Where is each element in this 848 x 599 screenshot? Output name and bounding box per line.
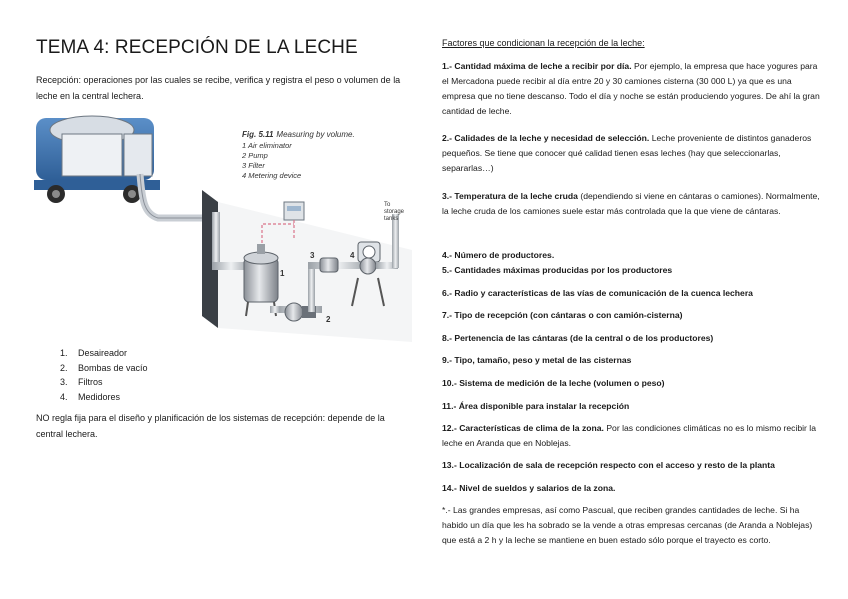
factor-text: Por ejemplo, la empresa que hace yogures para el Mercadona puede recibir al día entre 20 y 30 camiones cisterna (30 000 L) ya que es una empresa que no tiene descanso. Todo el día y noche se están produciendo yogures. De ahí la gran cantidad de leche. (442, 61, 820, 116)
factor-6 (442, 286, 820, 301)
svg-text:Fig. 5.11Measuring by volume. (242, 130, 355, 139)
factor-9 (442, 353, 820, 368)
filter (320, 258, 338, 272)
figure-caption-item: 4 Metering device (242, 171, 302, 180)
list-item: 3. Filtros (70, 375, 148, 390)
factor-heading: 2.- Calidades de la leche y necesidad de selección. (442, 133, 650, 143)
factor-10 (442, 376, 820, 391)
factor-text: Por las condiciones climáticas no es lo mismo recibir la leche en Aranda que en Noblejas. (442, 423, 816, 448)
factor-14 (442, 481, 820, 496)
list-item: 4. Medidores (70, 390, 148, 405)
intro-paragraph: Recepción: operaciones por las cuales se recibe, verifica y registra el peso o volumen de la leche en la central lechera. (36, 75, 401, 101)
factor-2 (442, 131, 820, 176)
factor-note (442, 503, 820, 548)
factor-heading: 11.- Área disponible para instalar la recepción (442, 401, 630, 411)
factor-heading: 8.- Pertenencia de las cántaras (de la central o de los productores) (442, 333, 714, 343)
design-note: NO regla fija para el diseño y planificación de los sistemas de recepción: depende de la central lechera. (36, 413, 385, 439)
figure-caption-subtitle: Measuring by volume. (276, 130, 355, 139)
factor-12 (442, 421, 820, 451)
factor-heading: 3.- Temperatura de la leche cruda (442, 191, 578, 201)
factor-text: *.- Las grandes empresas, así como Pascual, que reciben grandes cantidades de leche. Si ha habido un día que les ha sobrado se la vende a otras empresas cercanas (de Aranda a Noblejas) que está a 2 h y la leche se mantiene en buen estado sólo porque el trayecto es corto. (442, 505, 813, 545)
figure-caption-item: 3 Filter (242, 161, 265, 170)
factor-11 (442, 399, 820, 414)
factor-13 (442, 458, 820, 473)
callout-number: 4 (350, 251, 355, 260)
factor-3 (442, 189, 820, 219)
storage-label: tanks (384, 216, 399, 222)
factor-1 (442, 59, 820, 119)
factor-heading: 10.- Sistema de medición de la leche (volumen o peso) (442, 378, 665, 388)
list-item: 2. Bombas de vacío (70, 361, 148, 376)
page-title: TEMA 4: RECEPCIÓN DE LA LECHE (36, 37, 358, 58)
callout-number: 1 (280, 269, 285, 278)
factor-heading: 4.- Número de productores. (442, 250, 555, 260)
factor-heading: 6.- Radio y características de las vías de comunicación de la cuenca lechera (442, 288, 753, 298)
callout-number: 3 (310, 251, 315, 260)
factor-7 (442, 308, 820, 323)
factor-heading: 7.- Tipo de recepción (con cántaras o con camión-cisterna) (442, 310, 683, 320)
factor-text: Leche proveniente de distintos ganaderos pequeños. Se tiene que conocer qué calidad tienen esas leches (hay que seleccionarlas, separarlas…) (442, 133, 812, 173)
figure-caption-title: Fig. 5.11 (242, 130, 274, 139)
factor-8 (442, 331, 820, 346)
storage-label: To (384, 202, 391, 208)
factor-heading: 9.- Tipo, tamaño, peso y metal de las cisternas (442, 355, 632, 365)
callout-number: 2 (326, 315, 331, 324)
factor-text: (dependiendo si viene en cántaras o camiones). Normalmente, la leche cruda de los camiones suele estar más controlada que la que viene de cántaras. (442, 191, 820, 216)
factor-heading: 12.- Características de clima de la zona. (442, 423, 604, 433)
factor-heading: 13.- Localización de sala de recepción respecto con el acceso y resto de la planta (442, 460, 775, 470)
figure-caption-item: 1 Air eliminator (242, 141, 292, 150)
milk-reception-figure (32, 110, 412, 342)
factor-4 (442, 248, 820, 263)
storage-label: storage (384, 209, 405, 215)
factor-heading: 5.- Cantidades máximas producidas por los productores (442, 265, 673, 275)
factor-5 (442, 263, 820, 278)
list-item: 1. Desaireador (70, 346, 148, 361)
factor-heading: 14.- Nivel de sueldos y salarios de la zona. (442, 483, 616, 493)
figure-caption-item: 2 Pump (242, 151, 268, 160)
equipment-list (36, 346, 148, 404)
factors-title: Factores que condicionan la recepción de la leche: (442, 38, 645, 48)
factor-heading: 1.- Cantidad máxima de leche a recibir por día. (442, 61, 632, 71)
